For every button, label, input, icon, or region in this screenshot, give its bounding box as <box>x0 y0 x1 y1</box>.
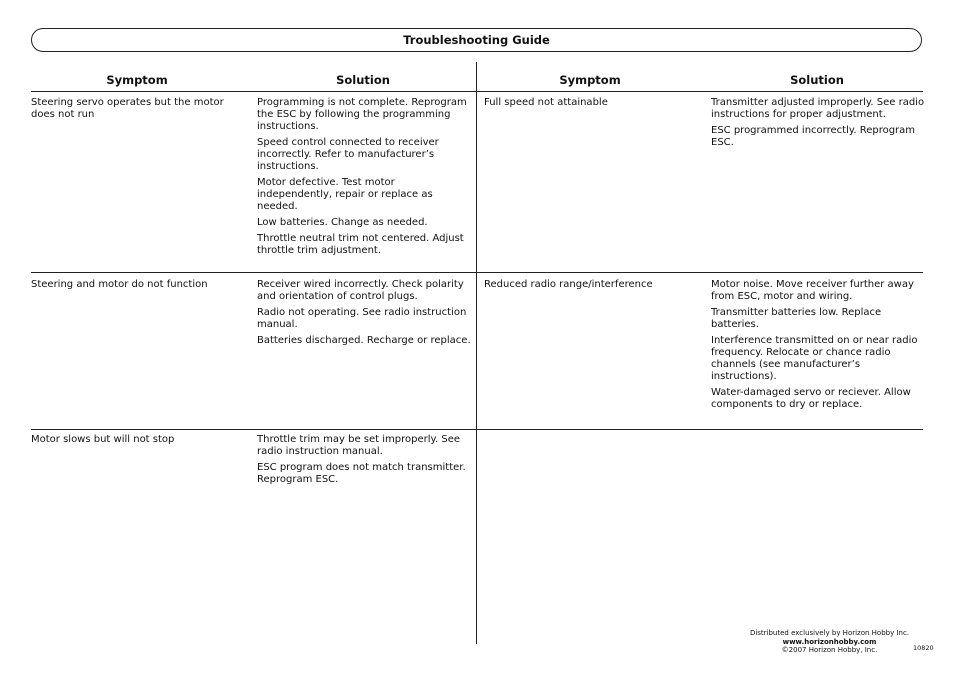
solution-text: Batteries discharged. Recharge or replace. <box>257 335 471 346</box>
symptom-text: Motor slows but will not stop <box>31 434 175 445</box>
right-solution-header: Solution <box>790 73 844 87</box>
left-symptom-header: Symptom <box>106 73 168 87</box>
center-divider <box>476 62 477 644</box>
website-link[interactable]: www.horizonhobby.com <box>782 637 877 646</box>
right-header-rule <box>477 91 923 92</box>
solution-list <box>711 97 926 153</box>
solution-text: Water-damaged servo or reciever. Allow components to dry or replace. <box>711 387 911 410</box>
left-row-divider <box>31 429 476 430</box>
symptom-text: Reduced radio range/interference <box>484 279 653 290</box>
solution-list <box>257 434 472 490</box>
left-solution-header: Solution <box>336 73 390 87</box>
document-code: 10820 <box>913 644 934 652</box>
right-row-divider <box>477 272 923 273</box>
solution-text: Speed control connected to receiver incorrectly. Refer to manufacturer’s instructions. <box>257 137 439 172</box>
left-row-divider <box>31 272 476 273</box>
right-symptom-header: Symptom <box>559 73 621 87</box>
solution-text: Receiver wired incorrectly. Check polarity and orientation of control plugs. <box>257 279 464 302</box>
solution-text: Transmitter batteries low. Replace batteries. <box>711 307 882 330</box>
copyright-line: ©2007 Horizon Hobby, Inc. <box>781 646 878 654</box>
solution-text: Interference transmitted on or near radio frequency. Relocate or chance radio channels (see manufacturer’s instructions). <box>711 335 918 382</box>
solution-text: Transmitter adjusted improperly. See radio instructions for proper adjustment. <box>711 97 925 120</box>
solution-list <box>257 279 472 351</box>
distributor-line: Distributed exclusively by Horizon Hobby Inc. <box>749 629 910 637</box>
solution-text: ESC program does not match transmitter. Reprogram ESC. <box>257 462 466 485</box>
solution-text: Motor defective. Test motor independently, repair or replace as needed. <box>257 177 433 212</box>
distributor-footer <box>742 629 917 655</box>
solution-text: Programming is not complete. Reprogram the ESC by following the programming instructions. <box>257 97 467 132</box>
page-title: Troubleshooting Guide <box>403 33 550 47</box>
symptom-text: Steering and motor do not function <box>31 279 208 290</box>
title-bar <box>31 28 922 52</box>
left-header-rule <box>31 91 476 92</box>
solution-text: Radio not operating. See radio instruction manual. <box>257 307 467 330</box>
solution-text: Throttle neutral trim not centered. Adjust throttle trim adjustment. <box>257 233 464 256</box>
solution-list <box>257 97 472 261</box>
right-row-divider <box>477 429 923 430</box>
solution-text: Throttle trim may be set improperly. See radio instruction manual. <box>257 434 461 457</box>
symptom-text: Steering servo operates but the motor does not run <box>31 97 224 120</box>
solution-text: Low batteries. Change as needed. <box>257 217 428 228</box>
solution-text: Motor noise. Move receiver further away from ESC, motor and wiring. <box>711 279 914 302</box>
solution-list <box>711 279 926 415</box>
solution-text: ESC programmed incorrectly. Reprogram ESC. <box>711 125 916 148</box>
symptom-text: Full speed not attainable <box>484 97 608 108</box>
